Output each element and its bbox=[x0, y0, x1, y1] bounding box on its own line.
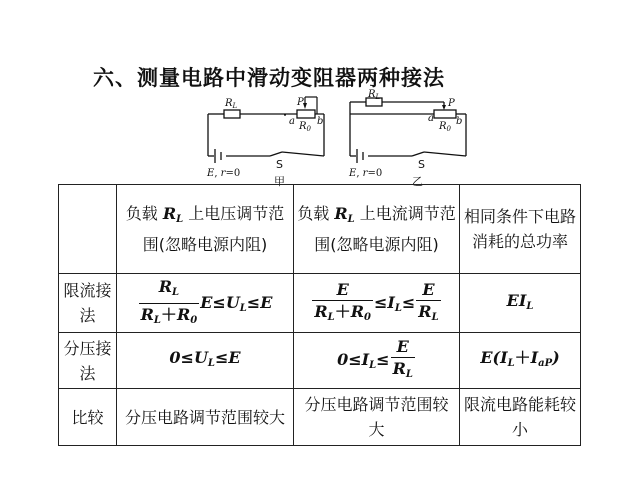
compare-voltage: 分压电路调节范围较大 bbox=[117, 389, 294, 446]
label-b: b bbox=[456, 116, 463, 127]
fraction-E-over-RL: $\frac{E}{R_L}$ bbox=[416, 280, 440, 327]
circuit-jia-svg bbox=[202, 94, 332, 186]
label-a: a bbox=[428, 113, 434, 124]
caption-yi: 乙 bbox=[412, 175, 423, 188]
table-row-compare bbox=[59, 389, 581, 446]
limiting-voltage-range: $\frac{R_L}{R_L+R_0}$ $E\le U_L\le E$ bbox=[117, 274, 294, 333]
rheostat-R0-icon bbox=[434, 110, 456, 118]
divider-voltage-range: $0\le U_L\le E$ bbox=[117, 333, 294, 389]
header-empty-cell bbox=[59, 185, 117, 274]
section-title: 六、测量电路中滑动变阻器两种接法 bbox=[93, 66, 445, 90]
slider-arrow-icon bbox=[442, 105, 446, 110]
compare-power: 限流电路能耗较小 bbox=[460, 389, 581, 446]
label-P: P bbox=[297, 97, 304, 108]
fraction-E-over-RL-plus-R0: $\frac{E}{R_L+R_0}$ bbox=[312, 280, 373, 327]
fraction-RL-over-RL-plus-R0: $\frac{R_L}{R_L+R_0}$ bbox=[139, 277, 200, 330]
circuit-yi-svg bbox=[344, 89, 474, 188]
label-S: S bbox=[418, 158, 425, 171]
header-current-range: 负载 $R_L$ 上电流调节范围(忽略电源内阻) bbox=[294, 185, 460, 274]
label-S: S bbox=[276, 158, 283, 171]
label-R0: $R_0$ bbox=[439, 121, 451, 133]
row-label-compare: 比较 bbox=[59, 389, 117, 446]
table-header-row bbox=[59, 185, 581, 274]
header-total-power: 相同条件下电路消耗的总功率 bbox=[460, 185, 581, 274]
divider-total-power: $E(I_L+I_{aP})$ bbox=[460, 333, 581, 389]
circuit-diagram-yi bbox=[344, 89, 474, 190]
row-label-divider: 分压接法 bbox=[59, 333, 117, 389]
table-row-limiting bbox=[59, 274, 581, 333]
compare-current: 分压电路调节范围较大 bbox=[294, 389, 460, 446]
label-E-r: E, r=0 bbox=[349, 168, 383, 179]
header-voltage-range: 负载 $R_L$ 上电压调节范围(忽略电源内阻) bbox=[117, 185, 294, 274]
fraction-E-over-RL: $\frac{E}{R_L}$ bbox=[391, 337, 415, 384]
label-P: P bbox=[448, 98, 455, 109]
divider-current-range: $0\le I_L\le$ $\frac{E}{R_L}$ bbox=[294, 333, 460, 389]
limiting-total-power: $EI_L$ bbox=[460, 274, 581, 333]
caption-jia: 甲 bbox=[274, 175, 285, 188]
label-b: b bbox=[317, 116, 324, 127]
label-E-r: E, r=0 bbox=[207, 168, 241, 179]
label-RL: $R_L$ bbox=[368, 89, 381, 101]
resistor-RL-icon bbox=[224, 110, 240, 118]
circuit-diagram-jia bbox=[202, 94, 332, 190]
rheostat-R0-icon bbox=[297, 110, 315, 118]
label-RL: $R_L$ bbox=[225, 98, 238, 110]
label-a: a bbox=[289, 116, 295, 127]
limiting-current-range: $\frac{E}{R_L+R_0}$ $\le I_L\le$ $\frac{E}{R_L}$ bbox=[294, 274, 460, 333]
row-label-limiting: 限流接法 bbox=[59, 274, 117, 333]
label-R0: $R_0$ bbox=[299, 121, 311, 133]
comparison-table bbox=[58, 184, 581, 446]
table-row-divider bbox=[59, 333, 581, 389]
